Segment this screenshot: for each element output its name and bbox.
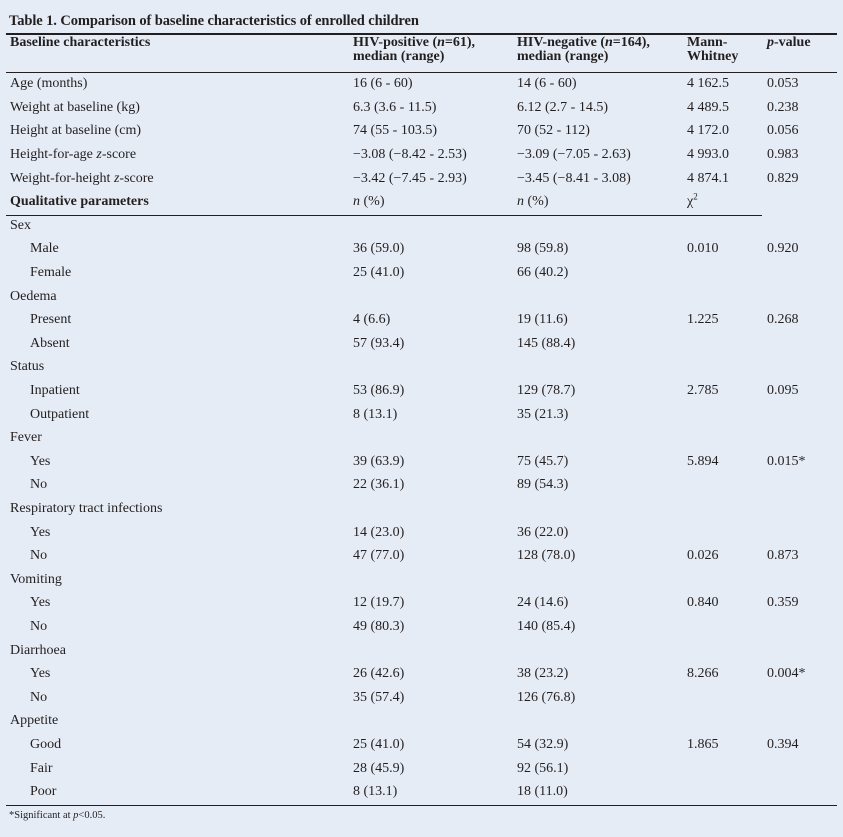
- row-label: Height at baseline (cm): [10, 123, 142, 139]
- table-row: [6, 685, 837, 709]
- hiv-negative-value: 98 (59.8): [517, 241, 569, 257]
- table-row: [6, 520, 837, 544]
- chi-square-value: [683, 332, 763, 356]
- mann-whitney-value: 4 993.0: [687, 147, 729, 163]
- hiv-negative-value: 89 (54.3): [517, 477, 569, 493]
- hiv-positive-value: 36 (59.0): [353, 241, 405, 257]
- table-row: [6, 308, 837, 332]
- empty-cell: [513, 567, 683, 591]
- header-hiv-positive-line1: HIV-positive (n=61),: [353, 35, 476, 50]
- hiv-negative-value: 19 (11.6): [517, 312, 568, 328]
- group-label: Sex: [10, 217, 31, 233]
- hiv-negative-value: 18 (11.0): [517, 784, 568, 800]
- hiv-positive-value: 39 (63.9): [353, 453, 405, 469]
- empty-cell: [349, 284, 513, 308]
- hiv-positive-value: 25 (41.0): [353, 265, 405, 281]
- empty-cell: [763, 214, 837, 238]
- p-value: [763, 756, 837, 780]
- chi-square-value: [683, 615, 763, 639]
- category-label: Fair: [30, 760, 53, 776]
- hiv-positive-value: 8 (13.1): [353, 784, 398, 800]
- chi-square-value: [683, 261, 763, 285]
- header-mann-whitney-line1: Mann-: [687, 35, 728, 50]
- p-value: [763, 615, 837, 639]
- hiv-positive-value: −3.08 (−8.42 - 2.53): [353, 147, 467, 163]
- empty-cell: [349, 709, 513, 733]
- table-row: [6, 473, 837, 497]
- group-label: Diarrhoea: [10, 642, 66, 658]
- hiv-positive-value: 53 (86.9): [353, 383, 405, 399]
- chi-square-value: 2.785: [687, 383, 719, 399]
- chi-square-value: 1.225: [687, 312, 719, 328]
- hiv-negative-value: 75 (45.7): [517, 453, 569, 469]
- header-p-value: p-value: [767, 35, 811, 50]
- table-row: [6, 733, 837, 757]
- p-value: 0.004*: [767, 666, 806, 682]
- qualitative-header-row: [6, 190, 837, 214]
- chi-square-value: 1.865: [687, 736, 719, 752]
- hiv-positive-n-percent: n (%): [353, 194, 385, 210]
- hiv-positive-value: 8 (13.1): [353, 406, 398, 422]
- bottom-rule: [6, 805, 837, 806]
- chi-square-value: [683, 756, 763, 780]
- p-value: [763, 332, 837, 356]
- chi-square-value: [683, 685, 763, 709]
- hiv-negative-value: 38 (23.2): [517, 666, 569, 682]
- chi-square-value: 0.840: [687, 595, 719, 611]
- empty-cell: [683, 567, 763, 591]
- empty-cell: [763, 355, 837, 379]
- p-value: 0.873: [767, 548, 799, 564]
- chi-square-value: 8.266: [687, 666, 719, 682]
- qualitative-parameters-label: Qualitative parameters: [10, 194, 149, 210]
- chi-square-value: 5.894: [687, 453, 719, 469]
- category-label: Yes: [30, 453, 51, 469]
- hiv-positive-value: 25 (41.0): [353, 736, 405, 752]
- hiv-positive-value: 47 (77.0): [353, 548, 405, 564]
- empty-cell: [683, 497, 763, 521]
- p-value: [763, 520, 837, 544]
- hiv-positive-value: 14 (23.0): [353, 524, 405, 540]
- hiv-positive-value: 49 (80.3): [353, 618, 405, 634]
- p-value: 0.359: [767, 595, 799, 611]
- empty-cell: [513, 284, 683, 308]
- hiv-negative-value: −3.09 (−7.05 - 2.63): [517, 147, 631, 163]
- empty-cell: [513, 214, 683, 238]
- empty-cell: [763, 284, 837, 308]
- empty-cell: [683, 638, 763, 662]
- chi-square-value: [683, 780, 763, 804]
- empty-cell: [349, 355, 513, 379]
- table-row: [6, 261, 837, 285]
- hiv-positive-value: 57 (93.4): [353, 335, 405, 351]
- p-value: 0.238: [767, 99, 799, 115]
- empty-cell: [763, 426, 837, 450]
- mann-whitney-value: 4 172.0: [687, 123, 729, 139]
- p-value: 0.053: [767, 76, 799, 92]
- hiv-positive-value: 26 (42.6): [353, 666, 405, 682]
- mann-whitney-value: 4 874.1: [687, 170, 729, 186]
- table-row: [6, 615, 837, 639]
- chi-square-value: [683, 402, 763, 426]
- group-label: Respiratory tract infections: [10, 500, 163, 516]
- hiv-negative-value: 14 (6 - 60): [517, 76, 577, 92]
- table-row: [6, 166, 837, 190]
- category-label: Outpatient: [30, 406, 90, 422]
- header-hiv-negative: [513, 36, 683, 72]
- group-label: Oedema: [10, 288, 57, 304]
- empty-cell: [763, 497, 837, 521]
- table-row: [6, 780, 837, 804]
- group-row: [6, 355, 837, 379]
- table-row: [6, 662, 837, 686]
- p-value: 0.095: [767, 383, 799, 399]
- empty-cell: [513, 497, 683, 521]
- hiv-negative-value: 54 (32.9): [517, 736, 569, 752]
- table-row: [6, 143, 837, 167]
- chi-square-value: [683, 520, 763, 544]
- hiv-positive-value: 4 (6.6): [353, 312, 391, 328]
- group-label: Fever: [10, 430, 42, 446]
- empty-cell: [513, 426, 683, 450]
- empty-cell: [683, 214, 763, 238]
- p-value: [763, 261, 837, 285]
- table-row: [6, 332, 837, 356]
- hiv-positive-value: −3.42 (−7.45 - 2.93): [353, 170, 467, 186]
- category-label: Poor: [30, 784, 57, 800]
- empty-cell: [513, 355, 683, 379]
- p-value: [763, 402, 837, 426]
- p-value: [763, 473, 837, 497]
- p-value: 0.056: [767, 123, 799, 139]
- row-label: Age (months): [10, 76, 88, 92]
- empty-cell: [349, 426, 513, 450]
- empty-cell: [349, 638, 513, 662]
- category-label: Present: [30, 312, 72, 328]
- table-row: [6, 119, 837, 143]
- hiv-negative-value: 129 (78.7): [517, 383, 576, 399]
- hiv-negative-value: 24 (14.6): [517, 595, 569, 611]
- category-label: No: [30, 689, 48, 705]
- table-row: [6, 237, 837, 261]
- group-row: [6, 284, 837, 308]
- empty-cell: [349, 567, 513, 591]
- p-value: 0.394: [767, 736, 799, 752]
- empty-cell: [763, 638, 837, 662]
- baseline-characteristics-table: [6, 36, 837, 803]
- table-row: [6, 96, 837, 120]
- hiv-negative-value: 128 (78.0): [517, 548, 576, 564]
- hiv-positive-value: 28 (45.9): [353, 760, 405, 776]
- chi-square-label: $\chi^2$: [687, 191, 698, 210]
- header-baseline-characteristics: Baseline characteristics: [10, 35, 151, 50]
- header-hiv-positive: [349, 36, 513, 72]
- table-caption: Table 1. Comparison of baseline characteristics of enrolled children: [9, 13, 419, 29]
- table-row: [6, 72, 837, 96]
- category-label: Inpatient: [30, 383, 80, 399]
- p-value: 0.015*: [767, 453, 806, 469]
- empty-cell: [683, 284, 763, 308]
- table-row: [6, 544, 837, 568]
- table-footnote: *Significant at p<0.05.: [9, 810, 106, 821]
- mann-whitney-value: 4 162.5: [687, 76, 729, 92]
- hiv-positive-value: 74 (55 - 103.5): [353, 123, 437, 139]
- header-hiv-negative-line2: median (range): [517, 49, 609, 64]
- group-row: [6, 567, 837, 591]
- hiv-positive-value: 16 (6 - 60): [353, 76, 413, 92]
- table-row: [6, 450, 837, 474]
- group-row: [6, 638, 837, 662]
- table-row: [6, 402, 837, 426]
- group-label: Status: [10, 359, 45, 375]
- empty-cell: [763, 709, 837, 733]
- empty-cell: [513, 709, 683, 733]
- p-value: 0.920: [767, 241, 799, 257]
- table-header-row: [6, 36, 837, 72]
- hiv-negative-value: 92 (56.1): [517, 760, 569, 776]
- header-mann-whitney-line2: Whitney: [687, 49, 739, 64]
- hiv-positive-value: 12 (19.7): [353, 595, 405, 611]
- mann-whitney-value: 4 489.5: [687, 99, 729, 115]
- group-row: [6, 497, 837, 521]
- chi-square-value: 0.010: [687, 241, 719, 257]
- hiv-negative-value: 35 (21.3): [517, 406, 569, 422]
- hiv-negative-value: 36 (22.0): [517, 524, 569, 540]
- empty-cell: [513, 638, 683, 662]
- category-label: No: [30, 618, 48, 634]
- row-label: Height-for-age z-score: [10, 147, 137, 163]
- hiv-positive-value: 35 (57.4): [353, 689, 405, 705]
- category-label: Yes: [30, 595, 51, 611]
- chi-square-value: [683, 473, 763, 497]
- p-value: [763, 780, 837, 804]
- hiv-negative-n-percent: n (%): [517, 194, 549, 210]
- p-value: 0.829: [767, 170, 799, 186]
- category-label: No: [30, 477, 48, 493]
- hiv-negative-value: 66 (40.2): [517, 265, 569, 281]
- row-label: Weight at baseline (kg): [10, 99, 140, 115]
- table-row: [6, 756, 837, 780]
- empty-cell: [763, 190, 837, 214]
- p-value: [763, 685, 837, 709]
- hiv-negative-value: 126 (76.8): [517, 689, 576, 705]
- hiv-negative-value: 140 (85.4): [517, 618, 576, 634]
- hiv-negative-value: 6.12 (2.7 - 14.5): [517, 99, 608, 115]
- empty-cell: [763, 567, 837, 591]
- category-label: Female: [30, 265, 72, 281]
- header-hiv-positive-line2: median (range): [353, 49, 445, 64]
- hiv-positive-value: 6.3 (3.6 - 11.5): [353, 99, 437, 115]
- table-row: [6, 379, 837, 403]
- group-row: [6, 709, 837, 733]
- hiv-negative-value: 145 (88.4): [517, 335, 576, 351]
- empty-cell: [683, 426, 763, 450]
- category-label: Male: [30, 241, 59, 257]
- hiv-negative-value: −3.45 (−8.41 - 3.08): [517, 170, 631, 186]
- group-row: [6, 426, 837, 450]
- category-label: Yes: [30, 524, 51, 540]
- header-mann-whitney: [683, 36, 763, 72]
- category-label: Good: [30, 736, 62, 752]
- category-label: Yes: [30, 666, 51, 682]
- row-label: Weight-for-height z-score: [10, 170, 154, 186]
- chi-square-value: 0.026: [687, 548, 719, 564]
- empty-cell: [349, 497, 513, 521]
- header-hiv-negative-line1: HIV-negative (n=164),: [517, 35, 650, 50]
- hiv-positive-value: 22 (36.1): [353, 477, 405, 493]
- category-label: No: [30, 548, 48, 564]
- p-value: 0.268: [767, 312, 799, 328]
- group-label: Vomiting: [10, 571, 62, 587]
- empty-cell: [349, 214, 513, 238]
- empty-cell: [683, 709, 763, 733]
- table-row: [6, 591, 837, 615]
- empty-cell: [683, 355, 763, 379]
- group-label: Appetite: [10, 713, 59, 729]
- category-label: Absent: [30, 335, 70, 351]
- hiv-negative-value: 70 (52 - 112): [517, 123, 590, 139]
- group-row: [6, 214, 837, 238]
- p-value: 0.983: [767, 147, 799, 163]
